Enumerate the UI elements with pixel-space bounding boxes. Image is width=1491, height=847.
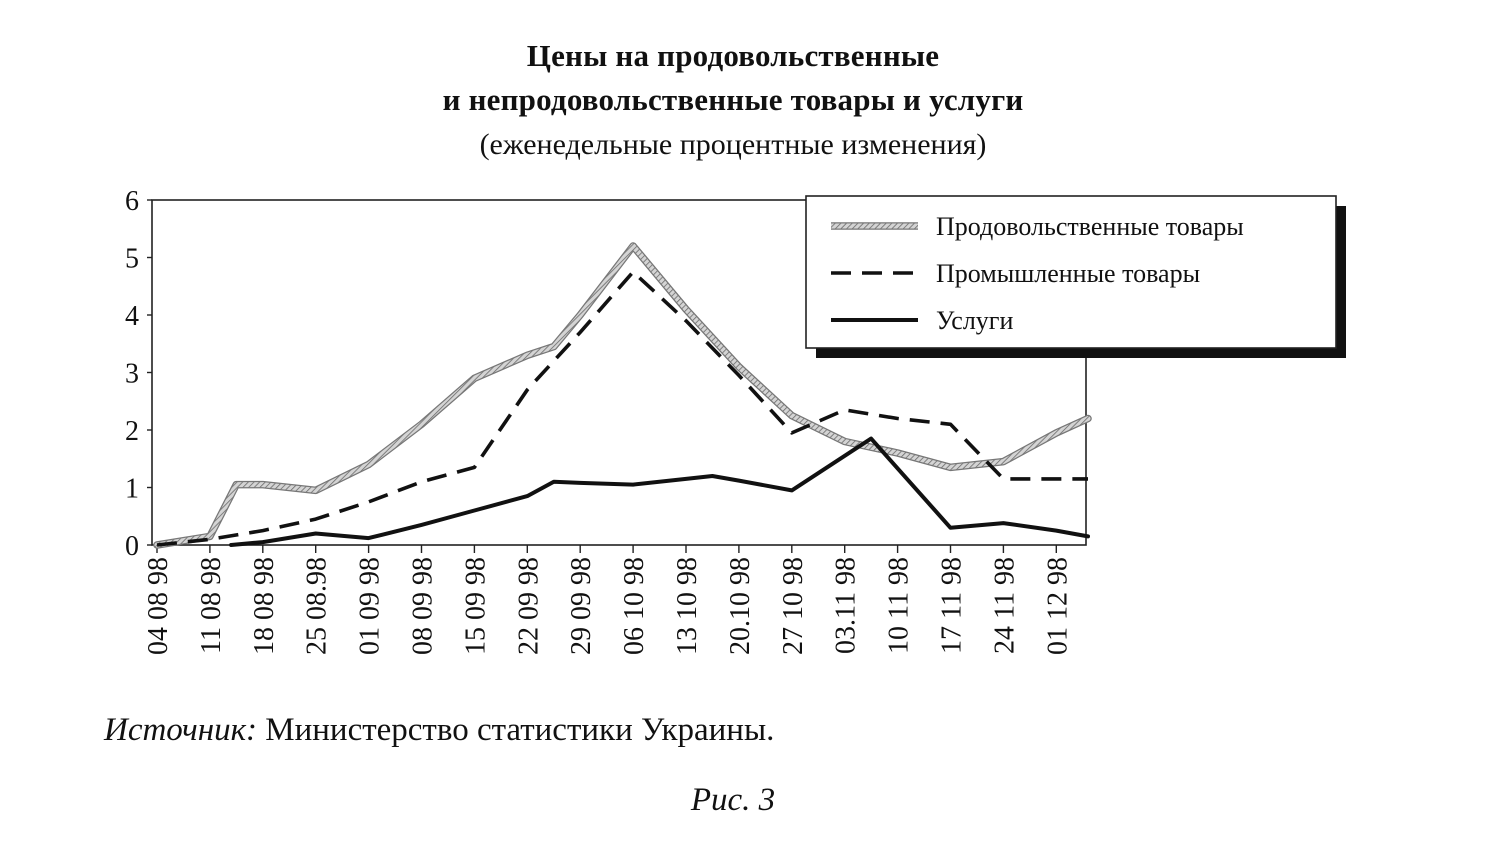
x-tick-label: 10 11 98 xyxy=(883,557,915,654)
chart-title-line-1: Цены на продовольственные xyxy=(526,38,940,73)
y-tick-label: 5 xyxy=(125,243,139,275)
x-tick-label: 29 09 98 xyxy=(566,557,598,655)
x-tick-label: 01 12 98 xyxy=(1042,557,1074,655)
x-tick-label: 11 08 98 xyxy=(195,557,227,654)
source-label: Источник: xyxy=(104,712,257,748)
x-tick-label: 25 08.98 xyxy=(301,557,333,655)
x-tick-label: 03.11 98 xyxy=(830,557,862,654)
y-tick-label: 0 xyxy=(125,531,139,562)
source-text: Министерство статистики Украины. xyxy=(265,712,775,748)
x-tick-label: 13 10 98 xyxy=(672,557,703,655)
chart-subtitle: (еженедельные процентные изменения) xyxy=(479,128,987,161)
y-tick-label: 6 xyxy=(125,186,139,217)
legend-label-1: Продовольственные товары xyxy=(936,212,1244,241)
series-line-3 xyxy=(231,439,1088,545)
x-tick-label: 20.10 98 xyxy=(724,557,756,655)
y-tick-label: 4 xyxy=(125,301,139,332)
y-tick-label: 3 xyxy=(125,358,139,390)
legend xyxy=(806,196,1346,358)
chart-title-line-2: и непродовольственные товары и услуги xyxy=(442,82,1024,117)
x-tick-label: 01 09 98 xyxy=(354,557,386,655)
x-tick-label: 08 09 98 xyxy=(407,557,439,655)
x-tick-label: 24 11 98 xyxy=(989,557,1021,654)
y-tick-label: 1 xyxy=(125,473,139,505)
legend-label-2: Промышленные товары xyxy=(936,259,1201,288)
x-tick-label: 18 08 98 xyxy=(248,557,280,655)
source-note xyxy=(104,712,774,749)
x-tick-label: 15 09 98 xyxy=(460,557,492,655)
figure-label: Рис. 3 xyxy=(690,782,776,818)
x-tick-label: 06 10 98 xyxy=(619,557,651,655)
x-tick-label: 17 11 98 xyxy=(936,557,968,654)
x-tick-label: 04 08 98 xyxy=(143,557,174,655)
y-tick-label: 2 xyxy=(125,416,139,447)
x-tick-label: 27 10 98 xyxy=(777,557,809,655)
legend-label-3: Услуги xyxy=(936,306,1014,335)
x-tick-label: 22 09 98 xyxy=(513,557,545,655)
